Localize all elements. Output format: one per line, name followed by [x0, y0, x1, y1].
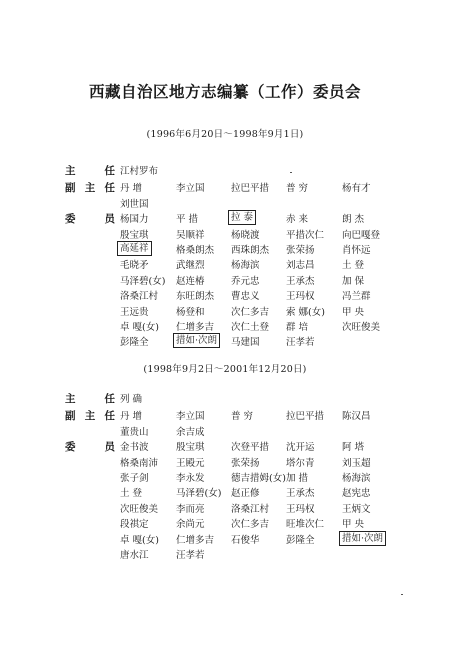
member-name: 赵正修: [231, 488, 260, 500]
member-name: 杨登和: [176, 306, 205, 318]
member-name: 马建国: [231, 337, 260, 349]
roster-row: [0, 485, 450, 499]
member-name: 加 保: [342, 275, 365, 287]
member-name: 丹 增: [120, 411, 143, 423]
roster-row: [0, 408, 450, 422]
member-name: 赵连椿: [176, 275, 205, 287]
roster-row: [0, 334, 450, 348]
member-name: 刘世国: [120, 198, 149, 210]
member-name: 冯兰群: [342, 291, 371, 303]
member-name: 土 登: [342, 260, 365, 272]
member-name: 索 娜(女): [286, 306, 325, 318]
role-label: 委员: [65, 441, 115, 454]
member-name: 甲 央: [342, 306, 365, 318]
member-name-boxed: 拉 泰: [228, 210, 256, 225]
member-name: 赤 来: [286, 214, 309, 226]
member-name-boxed: 高延祥: [117, 241, 152, 256]
period-1: (1996年6月20日～1998年9月1日): [146, 129, 304, 140]
member-name: 李永发: [176, 473, 205, 484]
roster-row: [0, 516, 450, 530]
member-name: 董贵山: [120, 426, 149, 438]
member-name: 平措次仁: [286, 229, 325, 241]
member-name: 杨晓渡: [231, 229, 260, 241]
member-name: 洛桑江村: [120, 291, 159, 303]
member-name: 曹忠义: [231, 291, 260, 303]
member-name: 殷宝琪: [120, 229, 149, 241]
roster-row: [0, 288, 450, 302]
member-name: 石俊华: [231, 534, 260, 546]
role-label: 主任: [65, 165, 115, 177]
member-name: 土 登: [120, 488, 143, 500]
scan-speck: [290, 172, 292, 173]
member-name: 彭隆全: [286, 534, 315, 546]
member-name: 肖怀远: [342, 245, 371, 256]
roster-row: [0, 470, 450, 484]
member-name: 王承杰: [286, 275, 315, 287]
member-name: 刘玉超: [342, 457, 371, 469]
member-name: 王殿元: [176, 457, 205, 469]
roster-row: [0, 242, 450, 256]
member-name: 张荣扬: [231, 457, 260, 469]
roster-row: [0, 196, 450, 210]
roster-row: [0, 257, 450, 271]
member-name: 李而亮: [176, 503, 205, 515]
member-name: 马泽碧(女): [176, 488, 222, 500]
member-name: 西珠朗杰: [231, 245, 270, 256]
roster-row: [0, 304, 450, 318]
member-name: 次旺俊美: [342, 322, 381, 333]
member-name: 向巴嘎登: [342, 229, 381, 241]
roster-row: [0, 163, 450, 177]
roster-row: [0, 211, 450, 225]
member-name: 刘志昌: [286, 260, 315, 272]
member-name: 次旺俊美: [120, 503, 159, 515]
document-title: 西藏自治区地方志编纂（工作）委员会: [88, 82, 361, 101]
role-label: 主任: [65, 393, 115, 405]
roster-row: [0, 501, 450, 515]
member-name-boxed: 措如·次朗: [339, 531, 386, 546]
member-name: 杨海滨: [231, 260, 260, 272]
member-name: 殷宝琪: [176, 442, 205, 454]
member-name: 马泽碧(女): [120, 275, 166, 287]
member-name: 东旺朗杰: [176, 291, 215, 303]
member-name: 次仁多吉: [231, 519, 270, 531]
member-name: 赵宪忠: [342, 488, 371, 500]
member-name: 塔尔青: [286, 457, 315, 469]
member-name: 王远贵: [120, 306, 149, 318]
member-name: 陈汉昌: [342, 411, 371, 423]
member-name: 拉巴平措: [286, 411, 325, 423]
member-name: 平 措: [176, 214, 199, 226]
role-label: 委员: [65, 213, 115, 226]
member-name: 张子剑: [120, 473, 149, 484]
member-name: 毛晓矛: [120, 260, 149, 272]
member-name: 张荣扬: [286, 245, 315, 256]
member-name: 王炳文: [342, 503, 371, 515]
member-name: 江村罗布: [120, 166, 159, 177]
member-name: 李立国: [176, 183, 205, 195]
member-name: 卓 嘎(女): [120, 534, 159, 546]
member-name: 加 措: [286, 473, 309, 484]
roster-row: [0, 319, 450, 333]
roster-row: [0, 424, 450, 438]
member-name: 吴顺祥: [176, 229, 205, 241]
member-name: 汪孝若: [286, 337, 315, 349]
roster-row: [0, 439, 450, 453]
member-name: 格桑朗杰: [176, 245, 215, 256]
member-name: 甲 央: [342, 519, 365, 531]
member-name: 阿 塔: [342, 442, 365, 454]
member-name: 丹 增: [120, 183, 143, 195]
member-name: 汪孝若: [176, 550, 205, 561]
roster-row: [0, 391, 450, 405]
member-name: 卓 嘎(女): [120, 322, 159, 333]
member-name: 金书波: [120, 442, 149, 454]
scan-speck: [401, 594, 403, 595]
member-name: 仁增多吉: [176, 322, 215, 333]
member-name: 朗 杰: [342, 214, 365, 226]
member-name: 群 培: [286, 322, 309, 333]
roster-row: [0, 273, 450, 287]
member-name: 武继烈: [176, 260, 205, 272]
member-name: 段祺定: [120, 519, 149, 531]
member-name: 李立国: [176, 411, 205, 423]
member-name: 次仁土登: [231, 322, 270, 333]
member-name: 仁增多吉: [176, 534, 215, 546]
roster-row: [0, 180, 450, 194]
roster-row: [0, 532, 450, 546]
member-name: 王玛权: [286, 503, 315, 515]
member-name: 唐水江: [120, 550, 149, 561]
member-name: 彭隆全: [120, 337, 149, 349]
member-name-boxed: 措如·次朗: [173, 333, 220, 348]
member-name: 杨国力: [120, 214, 149, 226]
member-name: 王玛权: [286, 291, 315, 303]
roster-row: [0, 455, 450, 469]
member-name: 德吉措姆(女): [231, 473, 286, 484]
member-name: 格桑南沛: [120, 457, 159, 469]
period-2: (1998年9月2日～2001年12月20日): [143, 364, 307, 375]
member-name: 旺堆次仁: [286, 519, 325, 531]
role-label: 副主任: [65, 182, 115, 195]
member-name: 洛桑江村: [231, 503, 270, 515]
member-name: 列 确: [120, 394, 143, 405]
member-name: 杨有才: [342, 183, 371, 195]
member-name: 杨海滨: [342, 473, 371, 484]
member-name: 余尚元: [176, 519, 205, 531]
roster-row: [0, 227, 450, 241]
member-name: 沈开运: [286, 442, 315, 454]
member-name: 次仁多吉: [231, 306, 270, 318]
member-name: 王承杰: [286, 488, 315, 500]
member-name: 普 穷: [286, 183, 309, 195]
role-label: 副主任: [65, 410, 115, 423]
member-name: 乔元忠: [231, 275, 260, 287]
member-name: 余吉成: [176, 426, 205, 438]
member-name: 次登平措: [231, 442, 270, 454]
member-name: 拉巴平措: [231, 183, 270, 195]
roster-row: [0, 547, 450, 561]
member-name: 普 穷: [231, 411, 254, 423]
